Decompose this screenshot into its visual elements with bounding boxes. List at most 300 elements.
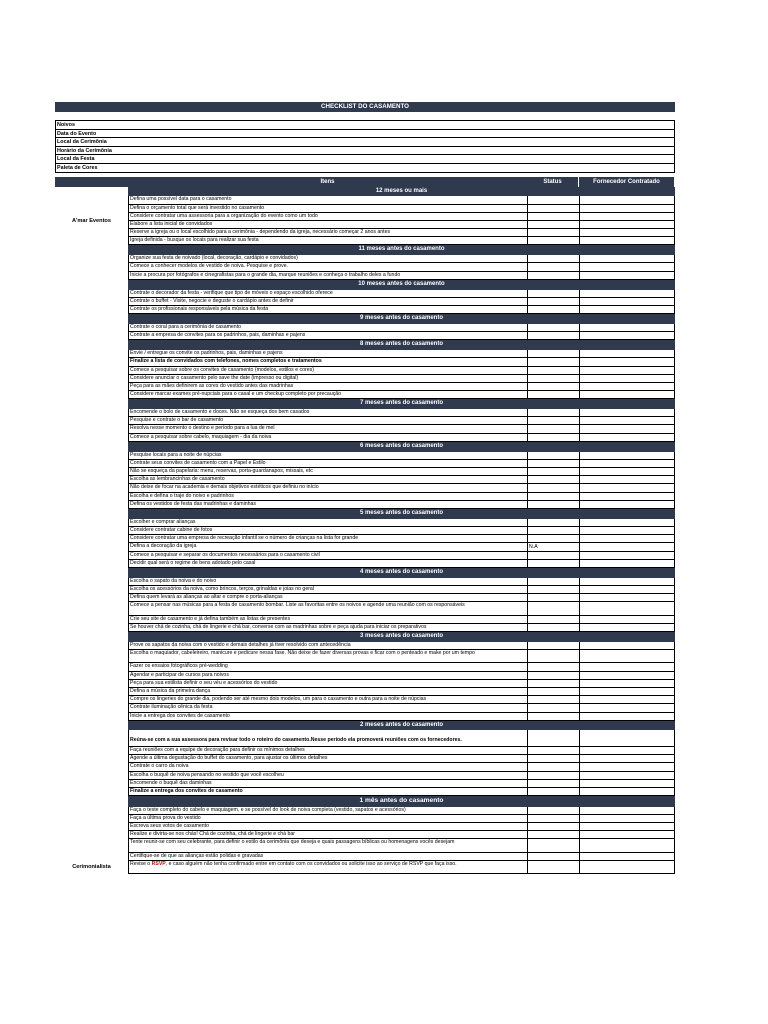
supplier-cell[interactable] — [579, 560, 675, 568]
checklist-row — [128, 772, 675, 780]
rsvp-highlight: RSVP — [151, 860, 166, 867]
supplier-cell[interactable] — [579, 425, 675, 433]
status-cell[interactable] — [527, 594, 579, 602]
supplier-cell[interactable] — [579, 578, 675, 586]
status-cell[interactable] — [527, 807, 579, 815]
checklist-item-text: Contrate o decorador da festa - verifique que tipo de móveis o espaço escolhido oferece — [128, 290, 527, 298]
checklist-row — [128, 367, 675, 375]
status-cell[interactable] — [527, 730, 579, 747]
checklist-item-text: Contrate seus convites de casamento com a Papel e Estilo — [128, 460, 527, 468]
checklist-row — [128, 350, 675, 358]
checklist-item-text: Realize e divirta-se nos chás! Chá de cozinha, chá de lingerie e chá bar — [128, 831, 527, 839]
supplier-cell[interactable] — [579, 452, 675, 460]
supplier-cell[interactable] — [579, 839, 675, 852]
checklist-item-text: Comece a conhecer modelos de vestido de noiva. Pesquise e prove. — [128, 263, 527, 271]
status-cell[interactable] — [527, 375, 579, 383]
checklist-row — [128, 493, 675, 501]
supplier-cell[interactable] — [579, 493, 675, 501]
checklist-item-text: Escolha e defina o traje do noivo e padrinhos — [128, 493, 527, 501]
section-block — [55, 730, 675, 796]
header-items: Itens — [128, 177, 527, 187]
section-side-label — [55, 452, 128, 509]
supplier-cell[interactable] — [579, 763, 675, 771]
supplier-cell[interactable] — [579, 861, 675, 874]
section-side-label — [55, 350, 128, 399]
checklist-row — [128, 425, 675, 433]
status-cell[interactable] — [527, 552, 579, 560]
supplier-cell[interactable] — [579, 624, 675, 632]
supplier-cell[interactable] — [579, 468, 675, 476]
status-cell[interactable] — [527, 642, 579, 650]
checklist-row — [128, 763, 675, 771]
checklist-row — [128, 196, 675, 204]
status-cell[interactable] — [527, 476, 579, 484]
status-cell[interactable] — [527, 324, 579, 332]
checklist-item-text: Se houver chá de cozinha, chá de lingerie e chá bar, converse com as madrinhas sobre e peça ajuda para iniciar os preparativos — [128, 624, 527, 632]
checklist-row — [128, 688, 675, 696]
status-cell[interactable] — [527, 578, 579, 586]
status-cell[interactable] — [527, 425, 579, 433]
supplier-cell[interactable] — [579, 272, 675, 280]
checklist-item-text: Comece a pesquisar sobre os convites de casamento (modelos, estilos e cores) — [128, 367, 527, 375]
status-cell[interactable] — [527, 755, 579, 763]
section-block — [55, 519, 675, 568]
status-cell[interactable] — [527, 853, 579, 861]
supplier-cell[interactable] — [579, 417, 675, 425]
checklist-item-text: Considere contratar cabine de fotos — [128, 527, 527, 535]
info-field-row[interactable]: Horário da Cerimônia — [55, 147, 675, 156]
checklist-item-text: Defina os vestidos de festa das madrinhas e daminhas — [128, 501, 527, 509]
status-cell[interactable] — [527, 663, 579, 671]
checklist-row — [128, 696, 675, 704]
checklist-item-text: Agende a última degustação do buffet do casamento, para ajustar os últimos detalhes — [128, 755, 527, 763]
supplier-cell[interactable] — [579, 642, 675, 650]
section-header: 10 meses antes do casamento — [128, 280, 675, 290]
section-block — [55, 642, 675, 721]
info-field-row[interactable]: Data do Evento — [55, 130, 675, 139]
sheet-title: CHECKLIST DO CASAMENTO — [55, 102, 675, 112]
checklist-row — [128, 713, 675, 721]
checklist-item-text: Defina quem levará as alianças ao altar e compre o porta-alianças — [128, 594, 527, 602]
supplier-cell[interactable] — [579, 680, 675, 688]
checklist-row — [128, 484, 675, 492]
status-cell[interactable] — [527, 272, 579, 280]
status-cell[interactable]: N.A — [527, 543, 579, 551]
checklist-item-text: Fazer os ensaios fotográficos pré-wedding — [128, 663, 527, 671]
section-block — [55, 255, 675, 280]
checklist-item-text: Escreva seus votos de casamento — [128, 823, 527, 831]
supplier-cell[interactable] — [579, 263, 675, 271]
supplier-cell[interactable] — [579, 780, 675, 788]
supplier-cell[interactable] — [579, 391, 675, 399]
checklist-row — [128, 602, 675, 615]
supplier-cell[interactable] — [579, 229, 675, 237]
checklist-item-text: Defina uma possível data para o casamento — [128, 196, 527, 204]
checklist-row — [128, 468, 675, 476]
supplier-cell[interactable] — [579, 367, 675, 375]
checklist-item-text: Pesquise locais para a noite de núpcias — [128, 452, 527, 460]
section-side-label — [55, 290, 128, 315]
status-cell[interactable] — [527, 452, 579, 460]
supplier-cell[interactable] — [579, 713, 675, 721]
status-cell[interactable] — [527, 213, 579, 221]
checklist-item-text: Decidir qual será o regime de bens adotado pelo casal — [128, 560, 527, 568]
supplier-cell[interactable] — [579, 460, 675, 468]
checklist-row — [128, 578, 675, 586]
checklist-row — [128, 861, 675, 874]
checklist-item-text: Contrate o coral para a cerimônia de casamento — [128, 324, 527, 332]
checklist-item-text — [128, 861, 527, 874]
supplier-cell[interactable] — [579, 696, 675, 704]
checklist-row — [128, 831, 675, 839]
section-header: 9 meses antes do casamento — [128, 314, 675, 324]
supplier-cell[interactable] — [579, 255, 675, 263]
checklist-row — [128, 807, 675, 815]
status-cell[interactable] — [527, 255, 579, 263]
supplier-cell[interactable] — [579, 196, 675, 204]
supplier-cell[interactable] — [579, 772, 675, 780]
checklist-row — [128, 237, 675, 245]
section-side-label — [55, 578, 128, 632]
status-cell[interactable] — [527, 772, 579, 780]
status-cell[interactable] — [527, 696, 579, 704]
status-cell[interactable] — [527, 535, 579, 543]
checklist-row — [128, 823, 675, 831]
supplier-cell[interactable] — [579, 535, 675, 543]
supplier-cell[interactable] — [579, 853, 675, 861]
supplier-cell[interactable] — [579, 586, 675, 594]
supplier-cell[interactable] — [579, 616, 675, 624]
section-header: 8 meses antes do casamento — [128, 340, 675, 350]
info-field-row[interactable]: Noivos — [55, 121, 675, 130]
supplier-cell[interactable] — [579, 332, 675, 340]
checklist-sheet — [55, 102, 675, 874]
checklist-item-text: Considere contratar uma assessoria para a organização do evento como um todo — [128, 213, 527, 221]
supplier-cell[interactable] — [579, 815, 675, 823]
checklist-item-text: Considere marcar exames pré-nupciais para o casal e um checkup completo por precaução — [128, 391, 527, 399]
checklist-row — [128, 788, 675, 796]
section-side-label: Cerimonialista — [72, 864, 111, 871]
supplier-cell[interactable] — [579, 213, 675, 221]
checklist-row — [128, 434, 675, 442]
status-cell[interactable] — [527, 205, 579, 213]
checklist-row — [128, 527, 675, 535]
status-cell[interactable] — [527, 788, 579, 796]
status-cell[interactable] — [527, 624, 579, 632]
checklist-row — [128, 205, 675, 213]
checklist-item-text: Escolha as lembrancinhas de casamento — [128, 476, 527, 484]
checklist-row — [128, 552, 675, 560]
checklist-item-text: Contrate os profissionais responsáveis pela música da festa — [128, 306, 527, 314]
checklist-row — [128, 560, 675, 568]
supplier-cell[interactable] — [579, 290, 675, 298]
supplier-cell[interactable] — [579, 484, 675, 492]
status-cell[interactable] — [527, 602, 579, 615]
item-text-before: Revise o — [130, 860, 152, 867]
status-cell[interactable] — [527, 298, 579, 306]
status-cell[interactable] — [527, 358, 579, 366]
checklist-item-text: Contrate iluminação cênica da festa — [128, 704, 527, 712]
supplier-cell[interactable] — [579, 298, 675, 306]
status-cell[interactable] — [527, 460, 579, 468]
header-status: Status — [527, 177, 579, 187]
checklist-item-text: Reúna-se com a sua assessora para revisar todo o roteiro do casamento.Nesse período ela promoverá reuniões com os fornecedores. — [128, 730, 527, 747]
checklist-item-text: Inicie a procura por fotógrafos e cinegrafistas para o grande dia, marque reuniões e conheça o trabalho deles a fundo — [128, 272, 527, 280]
info-field-row[interactable]: Local da Cerimônia — [55, 138, 675, 147]
checklist-item-text: Escolher e comprar alianças — [128, 519, 527, 527]
checklist-row — [128, 409, 675, 417]
supplier-cell[interactable] — [579, 237, 675, 245]
checklist-row — [128, 391, 675, 399]
table-header — [55, 177, 675, 187]
supplier-cell[interactable] — [579, 543, 675, 551]
status-cell[interactable] — [527, 680, 579, 688]
checklist-row — [128, 358, 675, 366]
checklist-item-text: Igreja definida - busque os locais para realizar sua festa — [128, 237, 527, 245]
checklist-item-text: Prove os sapatos da noiva com o vestido e demais detalhes já tiver resolvido com antecedência — [128, 642, 527, 650]
checklist-item-text: Escolha os acessórios da noiva, como brincos, terços, grinaldas e joias no geral — [128, 586, 527, 594]
checklist-item-text: Comece a pesquisar sobre cabelo, maquiagem - dia da noiva — [128, 434, 527, 442]
checklist-row — [128, 704, 675, 712]
supplier-cell[interactable] — [579, 704, 675, 712]
checklist-item-text: Não se esqueça da papelaria: menu, reservas, porta-guardanapos, missais, etc — [128, 468, 527, 476]
checklist-item-text: Faça reuniões com a equipe de decoração para definir os mínimos detalhes — [128, 747, 527, 755]
section-header: 4 meses antes do casamento — [128, 568, 675, 578]
checklist-row — [128, 616, 675, 624]
checklist-row — [128, 298, 675, 306]
status-cell[interactable] — [527, 763, 579, 771]
section-header: 6 meses antes do casamento — [128, 442, 675, 452]
info-fields — [55, 120, 675, 173]
status-cell[interactable] — [527, 332, 579, 340]
status-cell[interactable] — [527, 409, 579, 417]
supplier-cell[interactable] — [579, 552, 675, 560]
info-field-row[interactable]: Paleta de Cores — [55, 164, 675, 173]
status-cell[interactable] — [527, 493, 579, 501]
checklist-row — [128, 672, 675, 680]
checklist-row — [128, 755, 675, 763]
status-cell[interactable] — [527, 815, 579, 823]
checklist-item-text: Encomende o buquê das daminhas — [128, 780, 527, 788]
status-cell[interactable] — [527, 484, 579, 492]
supplier-cell[interactable] — [579, 823, 675, 831]
status-cell[interactable] — [527, 196, 579, 204]
status-cell[interactable] — [527, 831, 579, 839]
checklist-row — [128, 306, 675, 314]
supplier-cell[interactable] — [579, 672, 675, 680]
section-side-label — [55, 255, 128, 280]
checklist-item-text: Contrate o carro da noiva — [128, 763, 527, 771]
checklist-row — [128, 519, 675, 527]
header-blank — [55, 177, 128, 187]
status-cell[interactable] — [527, 747, 579, 755]
status-cell[interactable] — [527, 672, 579, 680]
checklist-item-text: Envie / entregue os convite os padrinhos, pais, daminhas e pajens — [128, 350, 527, 358]
checklist-row — [128, 594, 675, 602]
status-cell[interactable] — [527, 780, 579, 788]
checklist-row — [128, 780, 675, 788]
status-cell[interactable] — [527, 823, 579, 831]
checklist-row — [128, 650, 675, 663]
checklist-item-text: Agendar e participar de cursos para noivos — [128, 672, 527, 680]
checklist-item-text: Organize sua festa de noivado (local, decoração, cardápio e convidados) — [128, 255, 527, 263]
checklist-row — [128, 290, 675, 298]
checklist-row — [128, 460, 675, 468]
checklist-item-text: Encomende o bolo de casamento e doces. Não se esqueça dos bem casados — [128, 409, 527, 417]
status-cell[interactable] — [527, 306, 579, 314]
checklist-item-text: Faça a última prova do vestido — [128, 815, 527, 823]
status-cell[interactable] — [527, 290, 579, 298]
supplier-cell[interactable] — [579, 501, 675, 509]
supplier-cell[interactable] — [579, 527, 675, 535]
section-side-label — [55, 409, 128, 442]
supplier-cell[interactable] — [579, 375, 675, 383]
checklist-row — [128, 263, 675, 271]
section-header: 2 meses antes do casamento — [128, 721, 675, 731]
checklist-item-text: Faça o teste completo do cabelo e maquiagem, e se possível do look de noiva completa (vestido, sapatos e acessórios) — [128, 807, 527, 815]
status-cell[interactable] — [527, 586, 579, 594]
status-cell[interactable] — [527, 237, 579, 245]
checklist-item-text: Escolha o buquê de noiva pensando no vestido que você escolheu — [128, 772, 527, 780]
checklist-row — [128, 853, 675, 861]
item-text-after: , e caso alguém não tenha confirmado entre em contato com os convidados ou solicite isso ao serviço de RSVP que faça isso. — [165, 860, 457, 867]
status-cell[interactable] — [527, 861, 579, 874]
section-block — [55, 578, 675, 632]
supplier-cell[interactable] — [579, 807, 675, 815]
info-field-row[interactable]: Local da Festa — [55, 155, 675, 164]
supplier-cell[interactable] — [579, 688, 675, 696]
checklist-item-text: Elabore a lista inicial de convidados — [128, 221, 527, 229]
checklist-item-text: Finalize a entrega dos convites de casamento — [128, 788, 527, 796]
status-cell[interactable] — [527, 704, 579, 712]
checklist-item-text: Inicie a entrega dos convites de casamento — [128, 713, 527, 721]
checklist-row — [128, 272, 675, 280]
checklist-row — [128, 332, 675, 340]
status-cell[interactable] — [527, 221, 579, 229]
checklist-item-text: Peça para sua estilista definir o seu véu e acessórios do vestido — [128, 680, 527, 688]
supplier-cell[interactable] — [579, 519, 675, 527]
checklist-item-text: Considere contratar uma empresa de recreação infantil se o número de crianças na lista for grande — [128, 535, 527, 543]
status-cell[interactable] — [527, 713, 579, 721]
status-cell[interactable] — [527, 229, 579, 237]
supplier-cell[interactable] — [579, 831, 675, 839]
status-cell[interactable] — [527, 501, 579, 509]
status-cell[interactable] — [527, 560, 579, 568]
status-cell[interactable] — [527, 383, 579, 391]
checklist-row — [128, 255, 675, 263]
checklist-row — [128, 221, 675, 229]
supplier-cell[interactable] — [579, 730, 675, 747]
supplier-cell[interactable] — [579, 358, 675, 366]
supplier-cell[interactable] — [579, 755, 675, 763]
checklist-row — [128, 213, 675, 221]
supplier-cell[interactable] — [579, 476, 675, 484]
status-cell[interactable] — [527, 688, 579, 696]
checklist-row — [128, 229, 675, 237]
supplier-cell[interactable] — [579, 788, 675, 796]
supplier-cell[interactable] — [579, 747, 675, 755]
supplier-cell[interactable] — [579, 306, 675, 314]
checklist-item-text: Escolha o maquiador, cabeleireiro, manicure e pedicure nessa fase. Não deixe de fazer diversas provas e ficar com o penteado e make por um tempo — [128, 650, 527, 663]
checklist-item-text: Contrate o buffet - Visite, negocie e deguste o cardápio antes de definir — [128, 298, 527, 306]
checklist-row — [128, 324, 675, 332]
checklist-item-text: Contrate a empresa de convites para os padrinhos, pais, daminhas e pajens — [128, 332, 527, 340]
checklist-row — [128, 680, 675, 688]
section-side-label — [55, 519, 128, 568]
checklist-row — [128, 375, 675, 383]
supplier-cell[interactable] — [579, 594, 675, 602]
status-cell[interactable] — [527, 519, 579, 527]
status-cell[interactable] — [527, 350, 579, 358]
checklist-row — [128, 476, 675, 484]
checklist-row — [128, 730, 675, 747]
status-cell[interactable] — [527, 527, 579, 535]
status-cell[interactable] — [527, 839, 579, 852]
checklist-item-text: Resolva nesse momento o destino e período para a lua de mel — [128, 425, 527, 433]
checklist-item-text: Reserve a igreja ou o local escolhido para a cerimônia - dependendo da igreja, necessário começar 2 anos antes — [128, 229, 527, 237]
checklist-item-text: Certifique-se de que as alianças estão polidas e gravadas — [128, 853, 527, 861]
status-cell[interactable] — [527, 650, 579, 663]
supplier-cell[interactable] — [579, 650, 675, 663]
supplier-cell[interactable] — [579, 205, 675, 213]
status-cell[interactable] — [527, 417, 579, 425]
checklist-item-text: Considere anunciar o casamento pelo save the date (impresso ou digital) — [128, 375, 527, 383]
checklist-row — [128, 624, 675, 632]
supplier-cell[interactable] — [579, 409, 675, 417]
status-cell[interactable] — [527, 367, 579, 375]
checklist-row — [128, 383, 675, 391]
supplier-cell[interactable] — [579, 324, 675, 332]
status-cell[interactable] — [527, 616, 579, 624]
checklist-row — [128, 586, 675, 594]
section-header: 11 meses antes do casamento — [128, 245, 675, 255]
checklist-item-text: Defina a decoração da igreja — [128, 543, 527, 551]
checklist-item-text: Compre os lingeries do grande dia, podendo ser até mesmo dois modelos, um para o casamento e outra para a noite de núpcias — [128, 696, 527, 704]
status-cell[interactable] — [527, 468, 579, 476]
status-cell[interactable] — [527, 263, 579, 271]
checklist-item-text: Tente reunir-se com seu celebrante, para definir o estilo da cerimônia que deseja e quais passagens bíblicas ou homenagens vocês desejam — [128, 839, 527, 852]
section-side-label — [55, 642, 128, 721]
supplier-cell[interactable] — [579, 221, 675, 229]
supplier-cell[interactable] — [579, 383, 675, 391]
supplier-cell[interactable] — [579, 602, 675, 615]
checklist-item-text: Pesquise e contrate o bar de casamento — [128, 417, 527, 425]
checklist-row — [128, 452, 675, 460]
section-header: 5 meses antes do casamento — [128, 509, 675, 519]
section-block — [55, 290, 675, 315]
supplier-cell[interactable] — [579, 663, 675, 671]
checklist-row — [128, 642, 675, 650]
checklist-row — [128, 535, 675, 543]
status-cell[interactable] — [527, 434, 579, 442]
header-supplier: Fornecedor Contratado — [579, 177, 675, 187]
status-cell[interactable] — [527, 391, 579, 399]
section-block — [55, 409, 675, 442]
section-header: 12 meses ou mais — [128, 187, 675, 197]
section-side-label — [55, 730, 128, 796]
section-block — [55, 324, 675, 340]
checklist-row — [128, 815, 675, 823]
section-block — [55, 452, 675, 509]
checklist-row — [128, 839, 675, 852]
checklist-row — [128, 747, 675, 755]
supplier-cell[interactable] — [579, 434, 675, 442]
section-block — [55, 196, 675, 245]
supplier-cell[interactable] — [579, 350, 675, 358]
checklist-row — [128, 663, 675, 671]
checklist-item-text: Peça para as mães definirem as cores do vestido antes das madrinhas — [128, 383, 527, 391]
section-block — [55, 350, 675, 399]
